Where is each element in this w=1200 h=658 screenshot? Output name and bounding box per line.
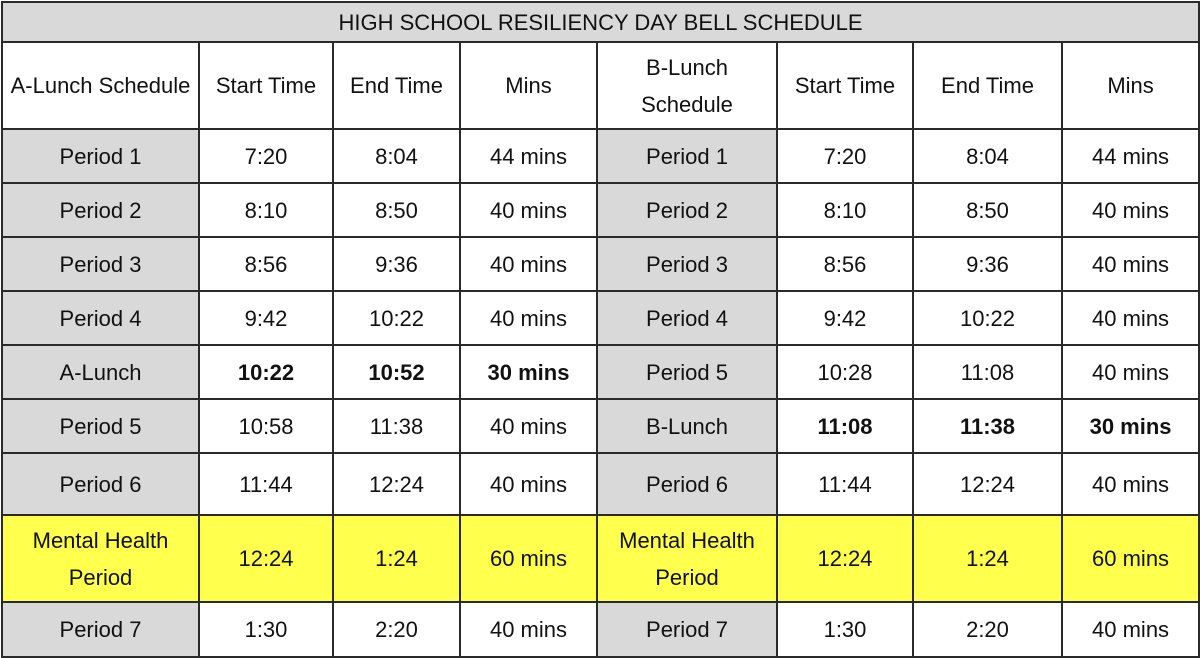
b-start-time: 12:24 <box>777 515 913 602</box>
b-minutes: 40 mins <box>1062 345 1199 399</box>
b-period-label: Period 7 <box>597 602 777 657</box>
b-minutes: 40 mins <box>1062 602 1199 657</box>
a-lunch-label: A-Lunch <box>2 345 199 399</box>
b-minutes: 40 mins <box>1062 183 1199 237</box>
b-start-time: 7:20 <box>777 129 913 183</box>
a-minutes: 40 mins <box>460 237 597 291</box>
a-end-time: 10:22 <box>333 291 460 345</box>
b-mental-health-line1: Mental Health <box>619 527 755 553</box>
header-a-schedule: A-Lunch Schedule <box>2 42 199 129</box>
header-b-end: End Time <box>913 42 1062 129</box>
b-mental-health-label <box>597 515 777 602</box>
b-end-time: 8:04 <box>913 129 1062 183</box>
b-start-time: 11:44 <box>777 453 913 515</box>
b-period-label: Period 2 <box>597 183 777 237</box>
a-start-time: 7:20 <box>199 129 333 183</box>
header-a-start: Start Time <box>199 42 333 129</box>
b-period-label: Period 1 <box>597 129 777 183</box>
header-b-schedule-line1: B-Lunch <box>646 54 728 80</box>
table-row <box>2 453 1199 515</box>
table-row <box>2 183 1199 237</box>
header-b-mins: Mins <box>1062 42 1199 129</box>
schedule-title: HIGH SCHOOL RESILIENCY DAY BELL SCHEDULE <box>2 2 1199 42</box>
b-lunch-label: B-Lunch <box>597 399 777 453</box>
a-minutes: 40 mins <box>460 399 597 453</box>
a-minutes: 60 mins <box>460 515 597 602</box>
a-end-time: 9:36 <box>333 237 460 291</box>
b-minutes: 40 mins <box>1062 453 1199 515</box>
a-start-time: 8:10 <box>199 183 333 237</box>
header-b-start: Start Time <box>777 42 913 129</box>
a-lunch-minutes: 30 mins <box>460 345 597 399</box>
b-end-time: 11:08 <box>913 345 1062 399</box>
b-lunch-end-time: 11:38 <box>913 399 1062 453</box>
b-start-time: 9:42 <box>777 291 913 345</box>
b-minutes: 44 mins <box>1062 129 1199 183</box>
a-end-time: 2:20 <box>333 602 460 657</box>
header-b-schedule <box>597 42 777 129</box>
a-end-time: 8:50 <box>333 183 460 237</box>
a-lunch-start-time: 10:22 <box>199 345 333 399</box>
table-row <box>2 602 1199 657</box>
b-minutes: 40 mins <box>1062 237 1199 291</box>
table-row <box>2 291 1199 345</box>
b-end-time: 2:20 <box>913 602 1062 657</box>
header-row <box>2 42 1199 129</box>
a-minutes: 40 mins <box>460 183 597 237</box>
a-minutes: 40 mins <box>460 453 597 515</box>
b-mental-health-line2: Period <box>655 564 719 590</box>
b-minutes: 40 mins <box>1062 291 1199 345</box>
table-row <box>2 399 1199 453</box>
a-period-label: Period 4 <box>2 291 199 345</box>
table-row <box>2 345 1199 399</box>
b-period-label: Period 3 <box>597 237 777 291</box>
a-period-label: Period 6 <box>2 453 199 515</box>
header-a-end: End Time <box>333 42 460 129</box>
a-period-label: Period 1 <box>2 129 199 183</box>
b-start-time: 8:56 <box>777 237 913 291</box>
a-period-label: Period 7 <box>2 602 199 657</box>
a-end-time: 11:38 <box>333 399 460 453</box>
header-b-schedule-line2: Schedule <box>641 91 733 117</box>
a-mental-health-label <box>2 515 199 602</box>
b-end-time: 8:50 <box>913 183 1062 237</box>
a-start-time: 9:42 <box>199 291 333 345</box>
mental-health-row <box>2 515 1199 602</box>
a-start-time: 1:30 <box>199 602 333 657</box>
a-start-time: 10:58 <box>199 399 333 453</box>
a-mental-health-line2: Period <box>68 564 133 590</box>
b-start-time: 8:10 <box>777 183 913 237</box>
a-start-time: 8:56 <box>199 237 333 291</box>
a-start-time: 12:24 <box>199 515 333 602</box>
b-end-time: 10:22 <box>913 291 1062 345</box>
a-period-label: Period 5 <box>2 399 199 453</box>
table-row <box>2 237 1199 291</box>
b-lunch-start-time: 11:08 <box>777 399 913 453</box>
a-minutes: 44 mins <box>460 129 597 183</box>
a-period-label: Period 3 <box>2 237 199 291</box>
b-period-label: Period 5 <box>597 345 777 399</box>
a-minutes: 40 mins <box>460 602 597 657</box>
b-minutes: 60 mins <box>1062 515 1199 602</box>
table-row <box>2 129 1199 183</box>
a-start-time: 11:44 <box>199 453 333 515</box>
header-a-mins: Mins <box>460 42 597 129</box>
bell-schedule-table <box>1 1 1200 658</box>
a-end-time: 8:04 <box>333 129 460 183</box>
a-minutes: 40 mins <box>460 291 597 345</box>
b-end-time: 9:36 <box>913 237 1062 291</box>
b-lunch-minutes: 30 mins <box>1062 399 1199 453</box>
b-start-time: 10:28 <box>777 345 913 399</box>
a-end-time: 1:24 <box>333 515 460 602</box>
a-mental-health-line1: Mental Health <box>32 527 169 553</box>
b-end-time: 12:24 <box>913 453 1062 515</box>
b-period-label: Period 6 <box>597 453 777 515</box>
a-end-time: 12:24 <box>333 453 460 515</box>
b-end-time: 1:24 <box>913 515 1062 602</box>
a-lunch-end-time: 10:52 <box>333 345 460 399</box>
b-start-time: 1:30 <box>777 602 913 657</box>
b-period-label: Period 4 <box>597 291 777 345</box>
a-period-label: Period 2 <box>2 183 199 237</box>
